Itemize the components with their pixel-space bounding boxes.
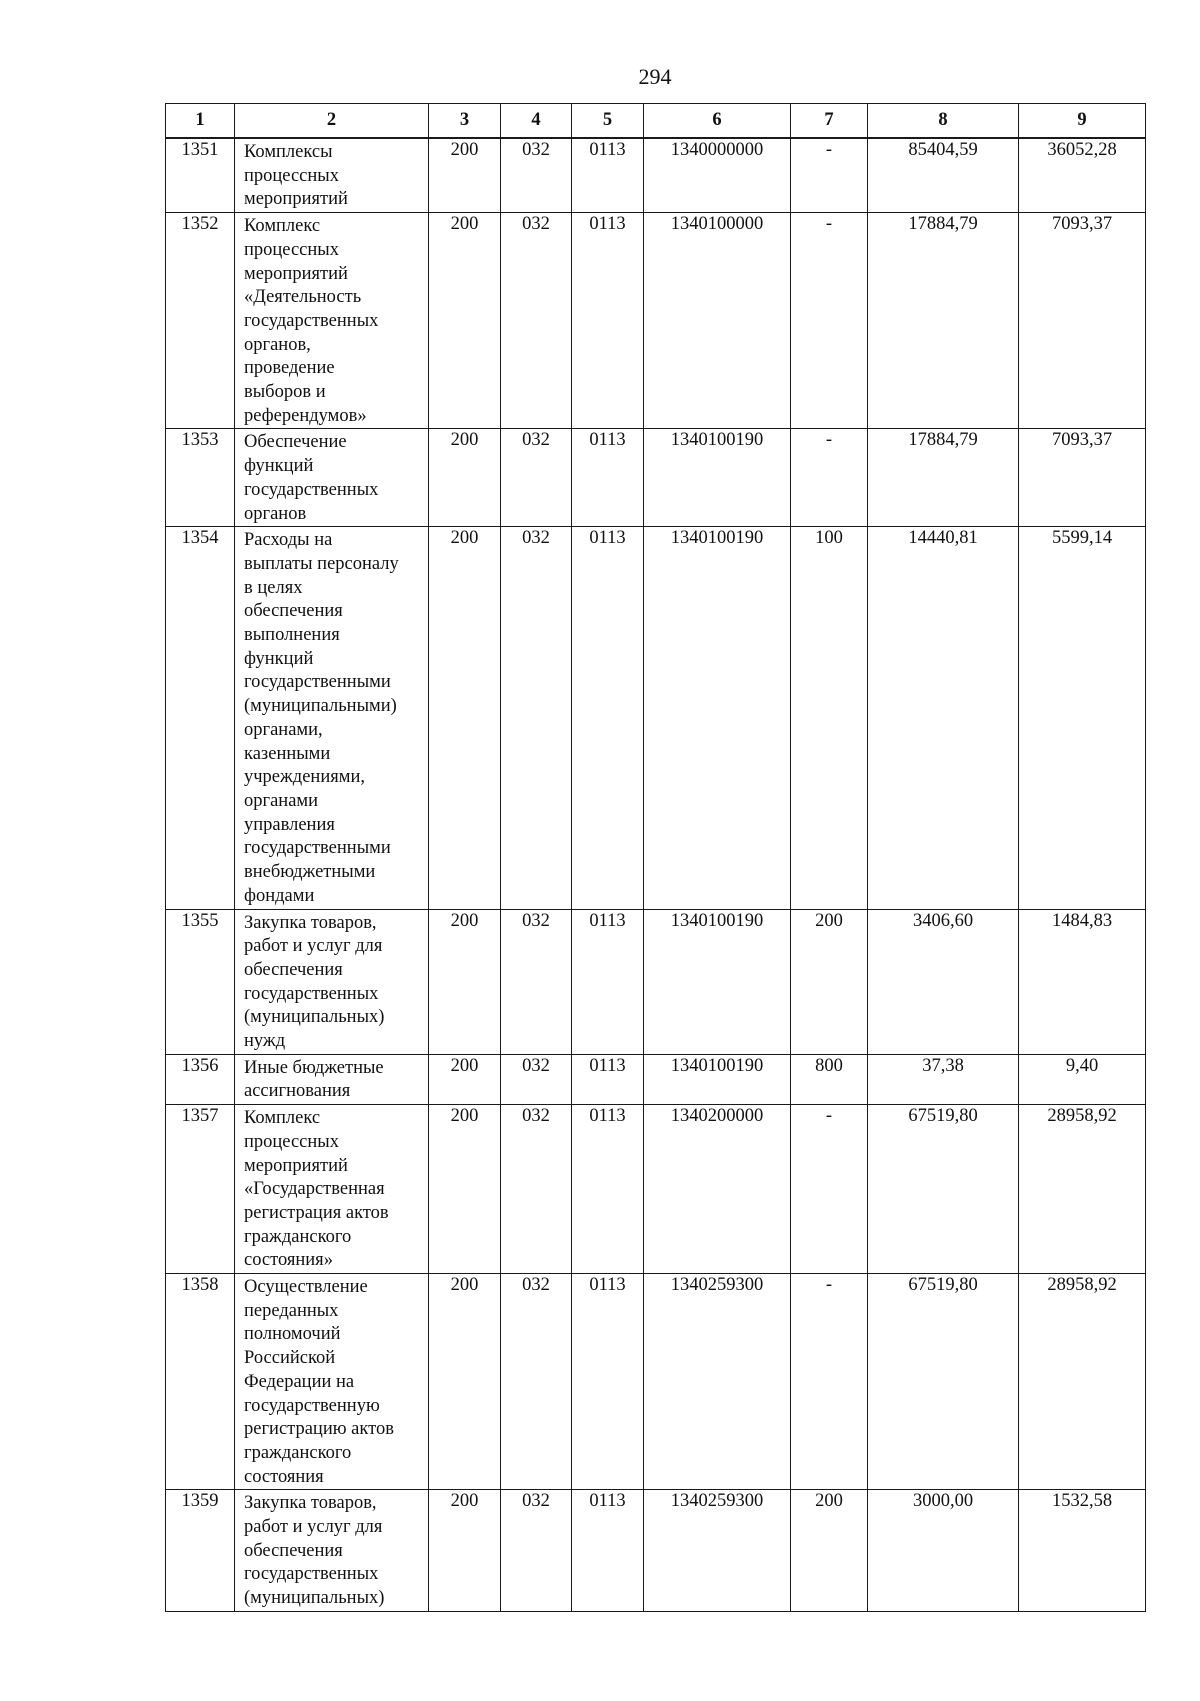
code-6-cell: 1340100190 bbox=[644, 527, 791, 909]
item-name-line: государственными bbox=[244, 672, 391, 693]
item-name-cell bbox=[235, 138, 429, 213]
row-number-cell: 1354 bbox=[166, 527, 235, 909]
row-number-cell: 1355 bbox=[166, 909, 235, 1054]
row-number-cell: 1352 bbox=[166, 213, 235, 429]
item-name-line: нужд bbox=[244, 1031, 286, 1052]
code-5-cell: 0113 bbox=[572, 429, 644, 527]
code-4-cell: 032 bbox=[501, 1054, 572, 1104]
code-7-cell: - bbox=[791, 429, 868, 527]
item-name-line: ассигнования bbox=[244, 1081, 351, 1102]
item-name-cell bbox=[235, 429, 429, 527]
item-name-line: процессных bbox=[244, 239, 339, 260]
code-3-cell: 200 bbox=[429, 909, 501, 1054]
code-7-cell: 100 bbox=[791, 527, 868, 909]
item-name-cell bbox=[235, 213, 429, 429]
item-name-line: (муниципальных) bbox=[244, 1588, 385, 1609]
column-header-1: 1 bbox=[166, 104, 235, 139]
code-6-cell: 1340100000 bbox=[644, 213, 791, 429]
item-name-line: состояния bbox=[244, 1466, 324, 1487]
code-4-cell: 032 bbox=[501, 213, 572, 429]
item-name-line: (муниципальных) bbox=[244, 1007, 385, 1028]
table-row bbox=[166, 1274, 1146, 1490]
item-name-line: государственных bbox=[244, 1564, 379, 1585]
amount-9-cell: 5599,14 bbox=[1019, 527, 1146, 909]
row-number-cell: 1351 bbox=[166, 138, 235, 213]
item-name-line: Осуществление bbox=[244, 1277, 368, 1298]
item-name-line: (муниципальными) bbox=[244, 696, 397, 717]
code-3-cell: 200 bbox=[429, 429, 501, 527]
item-name-line: мероприятий bbox=[244, 189, 348, 210]
code-3-cell: 200 bbox=[429, 1274, 501, 1490]
amount-8-cell: 3406,60 bbox=[868, 909, 1019, 1054]
amount-9-cell: 7093,37 bbox=[1019, 213, 1146, 429]
table-row bbox=[166, 1490, 1146, 1612]
code-7-cell: - bbox=[791, 1274, 868, 1490]
code-6-cell: 1340100190 bbox=[644, 1054, 791, 1104]
amount-8-cell: 17884,79 bbox=[868, 213, 1019, 429]
row-number-cell: 1358 bbox=[166, 1274, 235, 1490]
code-3-cell: 200 bbox=[429, 1054, 501, 1104]
code-7-cell: 200 bbox=[791, 1490, 868, 1612]
item-name-line: референдумов» bbox=[244, 405, 367, 426]
item-name-line: «Деятельность bbox=[244, 287, 362, 308]
item-name-line: Комплекс bbox=[244, 216, 321, 237]
amount-9-cell: 7093,37 bbox=[1019, 429, 1146, 527]
code-3-cell: 200 bbox=[429, 527, 501, 909]
item-name-line: процессных bbox=[244, 1131, 339, 1152]
item-name-line: органов, bbox=[244, 334, 311, 355]
code-4-cell: 032 bbox=[501, 429, 572, 527]
table-row bbox=[166, 1105, 1146, 1274]
code-4-cell: 032 bbox=[501, 527, 572, 909]
item-name-line: Федерации на bbox=[244, 1371, 355, 1392]
code-5-cell: 0113 bbox=[572, 1054, 644, 1104]
item-name-line: в целях bbox=[244, 577, 303, 598]
page-number: 294 bbox=[638, 64, 672, 89]
item-name-line: Иные бюджетные bbox=[244, 1057, 384, 1078]
amount-8-cell: 3000,00 bbox=[868, 1490, 1019, 1612]
amount-9-cell: 1484,83 bbox=[1019, 909, 1146, 1054]
amount-8-cell: 85404,59 bbox=[868, 138, 1019, 213]
column-header-7: 7 bbox=[791, 104, 868, 139]
item-name-cell bbox=[235, 1054, 429, 1104]
item-name-cell bbox=[235, 1274, 429, 1490]
amount-8-cell: 37,38 bbox=[868, 1054, 1019, 1104]
item-name-line: государственную bbox=[244, 1395, 380, 1416]
item-name-line: Обеспечение bbox=[244, 432, 347, 453]
column-header-8: 8 bbox=[868, 104, 1019, 139]
amount-8-cell: 67519,80 bbox=[868, 1105, 1019, 1274]
code-4-cell: 032 bbox=[501, 909, 572, 1054]
code-4-cell: 032 bbox=[501, 1105, 572, 1274]
item-name-line: мероприятий bbox=[244, 1155, 348, 1176]
item-name-line: функций bbox=[244, 648, 314, 669]
column-header-2: 2 bbox=[235, 104, 429, 139]
item-name-cell bbox=[235, 527, 429, 909]
item-name-line: государственных bbox=[244, 479, 379, 500]
row-number-cell: 1356 bbox=[166, 1054, 235, 1104]
row-number-cell: 1359 bbox=[166, 1490, 235, 1612]
item-name-line: функций bbox=[244, 456, 314, 477]
item-name-line: государственными bbox=[244, 838, 391, 859]
item-name-line: регистрацию актов bbox=[244, 1419, 394, 1440]
code-7-cell: - bbox=[791, 213, 868, 429]
code-6-cell: 1340000000 bbox=[644, 138, 791, 213]
item-name-line: Комплексы bbox=[244, 142, 333, 162]
item-name-line: управления bbox=[244, 814, 335, 835]
table-body bbox=[166, 138, 1146, 1611]
item-name-line: состояния» bbox=[244, 1250, 333, 1271]
item-name-line: мероприятий bbox=[244, 263, 348, 284]
code-3-cell: 200 bbox=[429, 138, 501, 213]
table-row bbox=[166, 138, 1146, 213]
table-header bbox=[166, 104, 1146, 139]
item-name-line: органов bbox=[244, 503, 307, 524]
item-name-line: проведение bbox=[244, 358, 335, 379]
item-name-line: выплаты персоналу bbox=[244, 553, 399, 574]
item-name-line: внебюджетными bbox=[244, 862, 376, 883]
code-3-cell: 200 bbox=[429, 1490, 501, 1612]
table-row bbox=[166, 527, 1146, 909]
amount-9-cell: 28958,92 bbox=[1019, 1105, 1146, 1274]
item-name-line: Российской bbox=[244, 1348, 336, 1369]
code-4-cell: 032 bbox=[501, 1490, 572, 1612]
code-6-cell: 1340100190 bbox=[644, 909, 791, 1054]
amount-9-cell: 9,40 bbox=[1019, 1054, 1146, 1104]
item-name-cell bbox=[235, 909, 429, 1054]
code-5-cell: 0113 bbox=[572, 1105, 644, 1274]
code-5-cell: 0113 bbox=[572, 527, 644, 909]
code-4-cell: 032 bbox=[501, 138, 572, 213]
amount-9-cell: 1532,58 bbox=[1019, 1490, 1146, 1612]
header-row bbox=[166, 104, 1146, 139]
row-number-cell: 1353 bbox=[166, 429, 235, 527]
code-3-cell: 200 bbox=[429, 1105, 501, 1274]
table-row bbox=[166, 213, 1146, 429]
item-name-line: государственных bbox=[244, 310, 379, 331]
item-name-line: полномочий bbox=[244, 1324, 341, 1345]
item-name-line: обеспечения bbox=[244, 601, 343, 622]
code-5-cell: 0113 bbox=[572, 1274, 644, 1490]
column-header-6: 6 bbox=[644, 104, 791, 139]
amount-8-cell: 17884,79 bbox=[868, 429, 1019, 527]
item-name-line: гражданского bbox=[244, 1226, 352, 1247]
code-7-cell: - bbox=[791, 138, 868, 213]
code-5-cell: 0113 bbox=[572, 138, 644, 213]
item-name-line: органами bbox=[244, 790, 319, 811]
item-name-line: выборов и bbox=[244, 382, 326, 403]
item-name-line: работ и услуг для bbox=[244, 936, 383, 957]
item-name-line: обеспечения bbox=[244, 959, 343, 980]
table-row bbox=[166, 429, 1146, 527]
item-name-line: Закупка товаров, bbox=[244, 912, 377, 933]
item-name-line: государственных bbox=[244, 983, 379, 1004]
code-3-cell: 200 bbox=[429, 213, 501, 429]
table-row bbox=[166, 909, 1146, 1054]
column-header-4: 4 bbox=[501, 104, 572, 139]
item-name-line: Закупка товаров, bbox=[244, 1493, 377, 1514]
item-name-line: фондами bbox=[244, 885, 315, 906]
code-5-cell: 0113 bbox=[572, 213, 644, 429]
item-name-line: казенными bbox=[244, 743, 331, 764]
item-name-line: регистрация актов bbox=[244, 1202, 389, 1223]
amount-9-cell: 36052,28 bbox=[1019, 138, 1146, 213]
row-number-cell: 1357 bbox=[166, 1105, 235, 1274]
item-name-line: Расходы на bbox=[244, 530, 333, 551]
code-7-cell: 200 bbox=[791, 909, 868, 1054]
amount-9-cell: 28958,92 bbox=[1019, 1274, 1146, 1490]
table-row bbox=[166, 1054, 1146, 1104]
item-name-line: учреждениями, bbox=[244, 767, 365, 788]
item-name-cell bbox=[235, 1490, 429, 1612]
code-7-cell: - bbox=[791, 1105, 868, 1274]
code-6-cell: 1340259300 bbox=[644, 1274, 791, 1490]
column-header-5: 5 bbox=[572, 104, 644, 139]
item-name-line: процессных bbox=[244, 165, 339, 186]
item-name-line: органами, bbox=[244, 719, 323, 740]
code-5-cell: 0113 bbox=[572, 1490, 644, 1612]
item-name-cell bbox=[235, 1105, 429, 1274]
amount-8-cell: 14440,81 bbox=[868, 527, 1019, 909]
column-header-9: 9 bbox=[1019, 104, 1146, 139]
item-name-line: Комплекс bbox=[244, 1108, 321, 1129]
code-4-cell: 032 bbox=[501, 1274, 572, 1490]
column-header-3: 3 bbox=[429, 104, 501, 139]
code-5-cell: 0113 bbox=[572, 909, 644, 1054]
item-name-line: «Государственная bbox=[244, 1179, 385, 1200]
budget-table bbox=[165, 103, 1146, 1612]
code-6-cell: 1340100190 bbox=[644, 429, 791, 527]
item-name-line: переданных bbox=[244, 1300, 339, 1321]
item-name-line: выполнения bbox=[244, 625, 340, 646]
item-name-line: работ и услуг для bbox=[244, 1517, 383, 1538]
code-6-cell: 1340200000 bbox=[644, 1105, 791, 1274]
code-7-cell: 800 bbox=[791, 1054, 868, 1104]
item-name-line: гражданского bbox=[244, 1442, 352, 1463]
code-6-cell: 1340259300 bbox=[644, 1490, 791, 1612]
item-name-line: обеспечения bbox=[244, 1540, 343, 1561]
amount-8-cell: 67519,80 bbox=[868, 1274, 1019, 1490]
